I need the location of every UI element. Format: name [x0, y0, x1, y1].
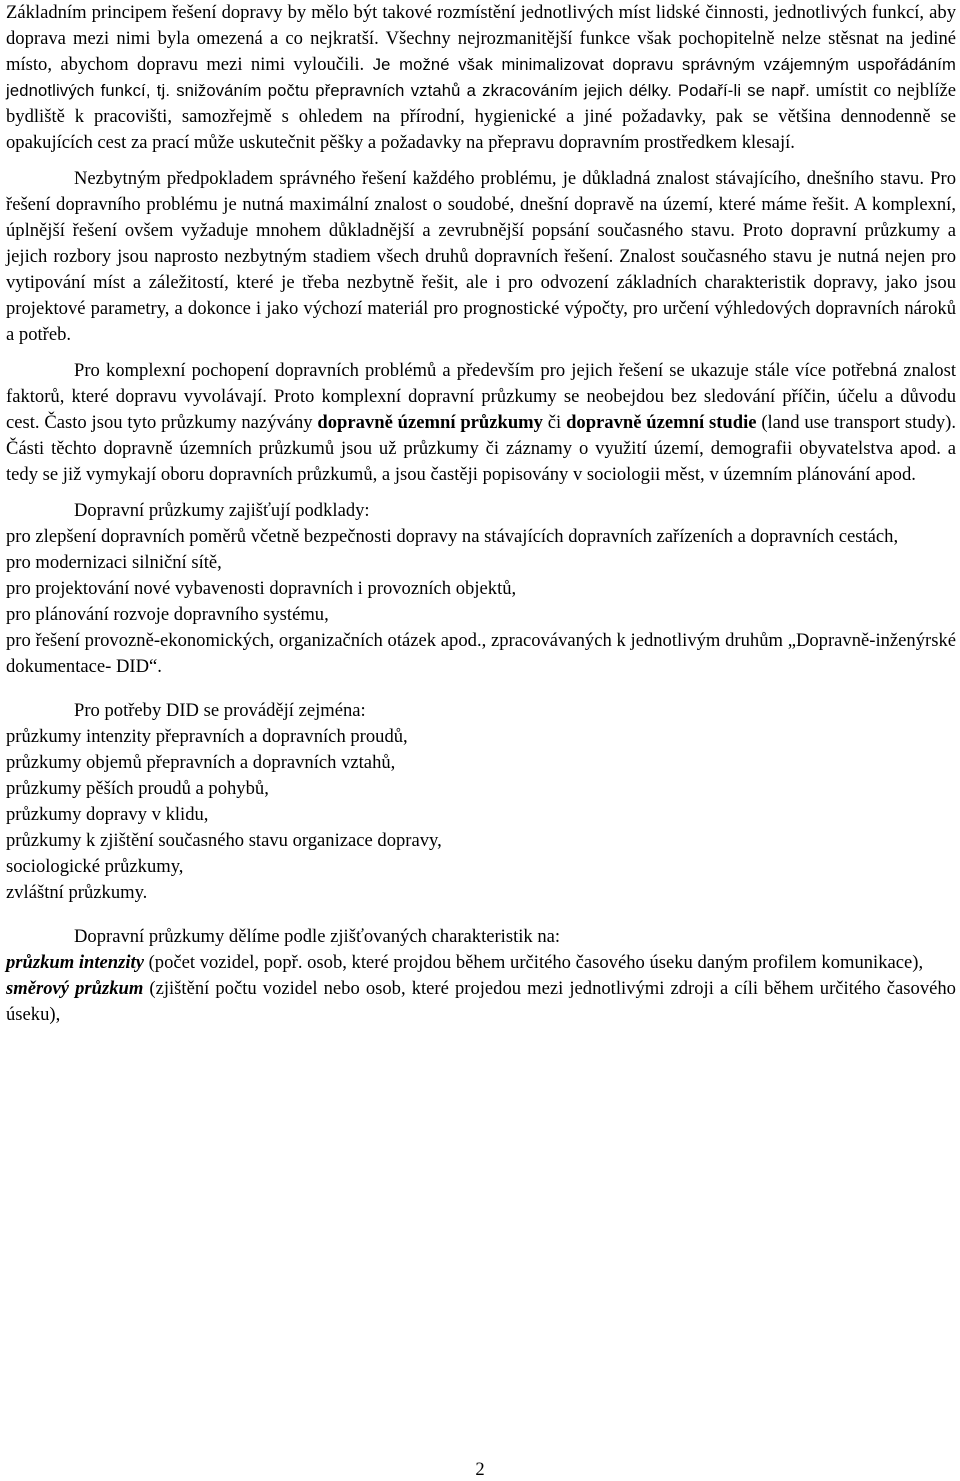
paragraph-current-state: Nezbytným předpokladem správného řešení každého problému, je důkladná znalost stávajícího, dnešního stavu. Pro řešení dopravního problému je nutná maximální znalost o soudobé, dnešní dopravě na území, které máme řešit. A komplexní, úplnější řešení ovšem vyžaduje mnohem důkladnější a zevrubnější popsání současného stavu. Proto dopravní průzkumy a jejich rozbory jsou naprosto nezbytným stadiem všech druhů dopravních řešení. Znalost současného stavu je nutná nejen pro vytipování míst a záležitostí, které je třeba nezbytně řešit, ale i pro odvození základních charakteristik dopravy, jako jsou projektové parametry, a dokonce i jako výchozí materiál pro prognostické výpočty, pro určení výhledových dopravních nároků a potřeb. — [6, 168, 956, 345]
definition-directional-survey: (zjištění počtu vozidel nebo osob, které projedou mezi jednotlivými zdroji a cíli během určitého časového úseku), — [6, 978, 956, 1025]
list1-item: pro řešení provozně-ekonomických, organizačních otázek apod., zpracovávaných k jednotlivým druhům „Dopravně-inženýrské dokumentace- DID“. — [6, 630, 956, 677]
term-land-use-study: dopravně územní studie — [566, 412, 757, 433]
list1-item: pro modernizaci silniční sítě, — [6, 552, 222, 573]
page-number: 2 — [475, 1459, 485, 1480]
paragraph-principles — [6, 0, 956, 156]
document-page — [6, 0, 956, 1028]
list1-item: pro plánování rozvoje dopravního systému, — [6, 604, 329, 625]
list1-item: pro zlepšení dopravních poměrů včetně bezpečnosti dopravy na stávajících dopravních zařízeních a dopravních cestách, — [6, 526, 899, 547]
paragraph-comprehensive-part2: či — [542, 412, 567, 433]
paragraph-principles-part1: Základním principem řešení dopravy by mělo být takové rozmístění jednotlivých míst lidské činnosti, jednotlivých funkcí, aby doprava mezi nimi byla omezená a co nejkratší. Všechny nejrozmanitější funkce však pochopitelně nelze stěsnat na jediné místo, abychom dopravu mezi nimi vyloučili. — [6, 2, 956, 75]
list3-item-intensity — [6, 950, 956, 976]
paragraph-comprehensive-part3: (land use transport study). Části těchto dopravně územních průzkumů jsou už průzkumy či záznamy o využití území, demografii obyvatelstva apod. a tedy se již vymykají oboru dopravních průzkumů, a jsou častěji popisovány v sociologii měst, v územním plánování apod. — [6, 412, 957, 485]
list2-item: zvláštní průzkumy. — [6, 882, 148, 903]
term-intensity-survey: průzkum intenzity — [6, 952, 144, 973]
paragraph-principles-part3: umístit co nejblíže bydliště k pracovišti, samozřejmě s ohledem na přírodní, hygienické a jiné požadavky, pak se většina dennodenně se opakujících cest za prací může uskutečnit pěšky a požadavky na přepravu dopravním prostředkem klesají. — [6, 80, 956, 153]
list1-item: pro projektování nové vybavenosti dopravních i provozních objektů, — [6, 578, 517, 599]
list2-intro: Pro potřeby DID se provádějí zejména: — [74, 700, 366, 721]
paragraph-comprehensive-part1: Pro komplexní pochopení dopravních problémů a především pro jejich řešení se ukazuje stále více potřebná znalost faktorů, které dopravu vyvolávají. Proto komplexní dopravní průzkumy se neobejdou bez sledování příčin, účelu a důvodu cest. Často jsou tyto průzkumy nazývány — [6, 360, 956, 433]
list2-item: průzkumy dopravy v klidu, — [6, 804, 209, 825]
list2-item: průzkumy k zjištění současného stavu organizace dopravy, — [6, 830, 442, 851]
paragraph-principles-part2: Je možné však minimalizovat dopravu správným vzájemným uspořádáním jednotlivých funkcí, tj. snižováním počtu přepravních vztahů a zkracováním jejich délky. Podaří-li se např. — [6, 55, 956, 100]
term-directional-survey: směrový průzkum — [6, 978, 144, 999]
list3-item-directional — [6, 976, 956, 1028]
list1-intro: Dopravní průzkumy zajišťují podklady: — [74, 500, 370, 521]
term-land-use-surveys: dopravně územní průzkumy — [317, 412, 543, 433]
list3-intro: Dopravní průzkumy dělíme podle zjišťovaných charakteristik na: — [74, 926, 561, 947]
list2-item: průzkumy pěších proudů a pohybů, — [6, 778, 269, 799]
definition-intensity-survey: (počet vozidel, popř. osob, které projdou během určitého časového úseku daným profilem komunikace), — [143, 952, 924, 973]
list2-item: sociologické průzkumy, — [6, 856, 184, 877]
list2-item: průzkumy objemů přepravních a dopravních vztahů, — [6, 752, 396, 773]
paragraph-comprehensive-surveys — [6, 358, 956, 488]
list2-item: průzkumy intenzity přepravních a dopravních proudů, — [6, 726, 408, 747]
